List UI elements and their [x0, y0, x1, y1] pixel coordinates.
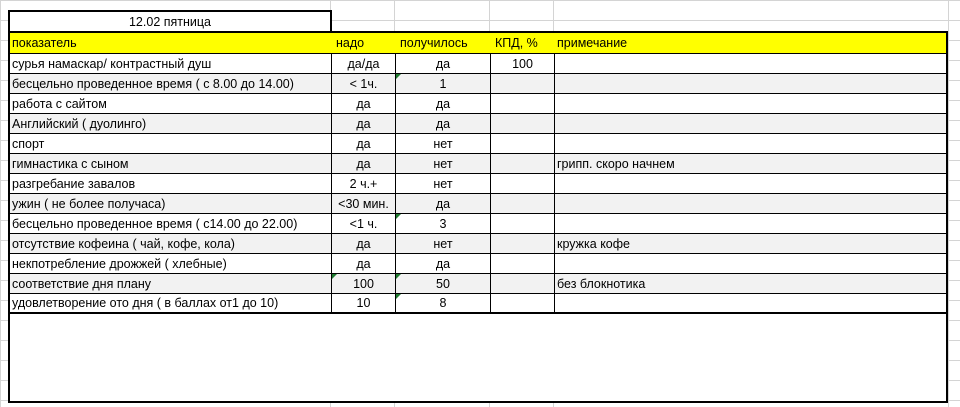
header-need[interactable]: надо	[336, 36, 365, 50]
note-cell[interactable]	[555, 114, 946, 133]
kpd-cell[interactable]	[491, 74, 555, 93]
table-row	[10, 114, 946, 134]
kpd-cell[interactable]	[491, 154, 555, 173]
table-row	[10, 74, 946, 94]
indicator-cell[interactable]: спорт	[10, 134, 332, 153]
indicator-cell[interactable]: некпотребление дрожжей ( хлебные)	[10, 254, 332, 273]
indicator-cell[interactable]: гимнастика с сыном	[10, 154, 332, 173]
note-cell[interactable]	[555, 54, 946, 73]
result-cell[interactable]: да	[396, 254, 491, 273]
result-cell[interactable]: нет	[396, 174, 491, 193]
header-indicator[interactable]: показатель	[12, 36, 77, 50]
note-cell[interactable]	[555, 194, 946, 213]
result-cell[interactable]: нет	[396, 154, 491, 173]
table-row	[10, 214, 946, 234]
daily-tracker-table	[8, 31, 948, 403]
result-cell[interactable]: нет	[396, 234, 491, 253]
table-row	[10, 234, 946, 254]
note-cell[interactable]	[555, 294, 946, 312]
need-cell[interactable]: да	[332, 254, 396, 273]
result-cell[interactable]: да	[396, 114, 491, 133]
note-cell[interactable]: без блокнотика	[557, 276, 646, 291]
need-cell[interactable]: да	[332, 134, 396, 153]
indicator-cell[interactable]: Английский ( дуолинго)	[10, 114, 332, 133]
note-cell[interactable]	[555, 214, 946, 233]
note-cell[interactable]	[555, 74, 946, 93]
header-note[interactable]: примечание	[557, 36, 628, 50]
need-cell[interactable]: 2 ч.+	[332, 174, 396, 193]
empty-notes-area[interactable]	[10, 314, 946, 401]
need-cell[interactable]: <30 мин.	[332, 194, 396, 213]
result-cell[interactable]: да	[396, 94, 491, 113]
header-kpd[interactable]: КПД, %	[495, 36, 538, 50]
note-cell[interactable]	[555, 174, 946, 193]
need-cell[interactable]: 10	[332, 294, 396, 312]
need-cell[interactable]: да	[332, 154, 396, 173]
header-result[interactable]: получилось	[400, 36, 468, 50]
indicator-cell[interactable]: сурья намаскар/ контрастный душ	[10, 54, 332, 73]
kpd-cell[interactable]: 100	[491, 54, 555, 73]
indicator-cell[interactable]: ужин ( не более получаса)	[10, 194, 332, 213]
table-row	[10, 274, 946, 294]
kpd-cell[interactable]	[491, 114, 555, 133]
kpd-cell[interactable]	[491, 254, 555, 273]
need-cell[interactable]: да	[332, 234, 396, 253]
result-cell[interactable]: 1	[396, 74, 491, 93]
table-row	[10, 194, 946, 214]
need-cell[interactable]: да	[332, 94, 396, 113]
note-cell[interactable]	[555, 94, 946, 113]
indicator-cell[interactable]: отсутствие кофеина ( чай, кофе, кола)	[10, 234, 332, 253]
kpd-cell[interactable]	[491, 214, 555, 233]
table-row	[10, 174, 946, 194]
result-cell[interactable]: да	[396, 54, 491, 73]
result-cell[interactable]: нет	[396, 134, 491, 153]
kpd-cell[interactable]	[491, 234, 555, 253]
date-title-cell[interactable]: 12.02 пятница	[8, 10, 332, 32]
table-row	[10, 94, 946, 114]
note-cell[interactable]: кружка кофе	[557, 236, 630, 251]
result-cell[interactable]: да	[396, 194, 491, 213]
result-cell[interactable]: 50	[396, 274, 491, 293]
note-cell[interactable]	[555, 254, 946, 273]
indicator-cell[interactable]: бесцельно проведенное время ( с 8.00 до 14.00)	[10, 74, 332, 93]
indicator-cell[interactable]: работа с сайтом	[10, 94, 332, 113]
indicator-cell[interactable]: разгребание завалов	[10, 174, 332, 193]
note-cell[interactable]: грипп. скоро начнем	[557, 156, 675, 171]
need-cell[interactable]: 100	[332, 274, 396, 293]
table-row	[10, 54, 946, 74]
need-cell[interactable]: да	[332, 114, 396, 133]
indicator-cell[interactable]: соответствие дня плану	[10, 274, 332, 293]
header-row	[10, 33, 946, 54]
need-cell[interactable]: < 1ч.	[332, 74, 396, 93]
kpd-cell[interactable]	[491, 134, 555, 153]
need-cell[interactable]: да/да	[332, 54, 396, 73]
kpd-cell[interactable]	[491, 274, 555, 293]
kpd-cell[interactable]	[491, 194, 555, 213]
kpd-cell[interactable]	[491, 94, 555, 113]
indicator-cell[interactable]: бесцельно проведенное время ( с14.00 до 22.00)	[10, 214, 332, 233]
table-row	[10, 254, 946, 274]
indicator-cell[interactable]: удовлетворение ото дня ( в баллах от1 до 10)	[10, 294, 332, 312]
table-row	[10, 134, 946, 154]
kpd-cell[interactable]	[491, 174, 555, 193]
table-row	[10, 154, 946, 174]
kpd-cell[interactable]	[491, 294, 555, 312]
result-cell[interactable]: 3	[396, 214, 491, 233]
note-cell[interactable]	[555, 134, 946, 153]
need-cell[interactable]: <1 ч.	[332, 214, 396, 233]
table-row	[10, 294, 946, 314]
result-cell[interactable]: 8	[396, 294, 491, 312]
